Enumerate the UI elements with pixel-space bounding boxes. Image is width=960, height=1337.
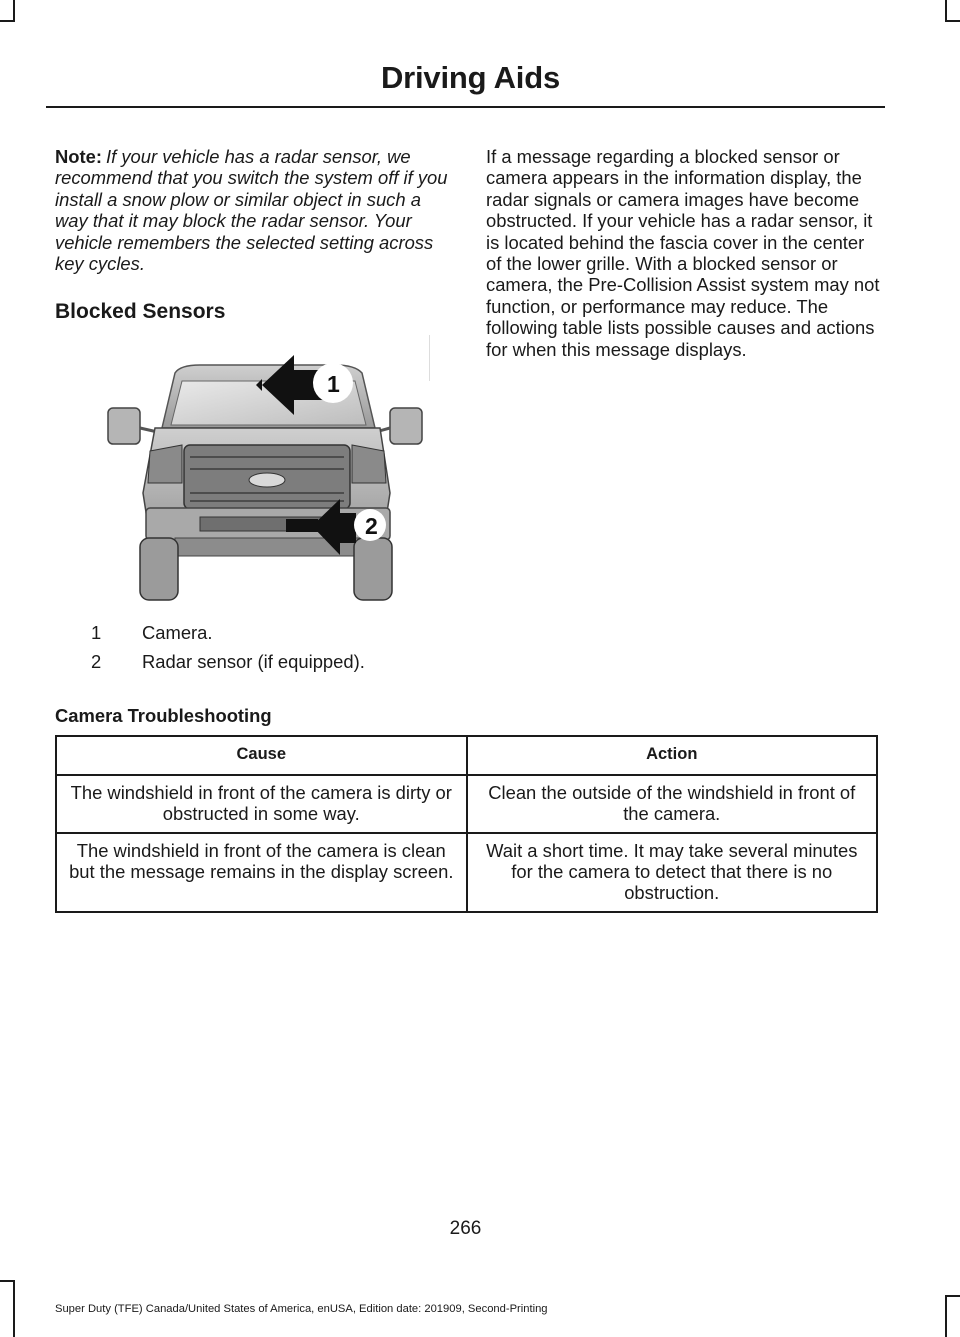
- troubleshooting-table: [55, 735, 878, 913]
- callout-1: 1: [327, 371, 340, 397]
- callout-2: 2: [365, 513, 378, 539]
- legend-item: [55, 651, 455, 672]
- legend-number: 1: [91, 622, 102, 643]
- blocked-sensors-description: If a message regarding a blocked sensor or camera appears in the information display, the radar signals or camera images have become obstructed. If your vehicle has a radar sensor, it is located behind the fascia cover in the center of the lower grille. With a blocked sensor or camera, the Pre-Collision Assist system may not function, or performance may reduce. The following table lists possible causes and actions for when this message displays.: [486, 146, 880, 360]
- crop-mark: [0, 1280, 15, 1282]
- crop-mark: [13, 0, 15, 22]
- table-row: [56, 833, 877, 912]
- vehicle-front-illustration: [100, 333, 430, 603]
- crop-mark: [945, 20, 960, 22]
- crop-mark: [0, 20, 15, 22]
- action-cell: Wait a short time. It may take several minutes for the camera to detect that there is no obstruction.: [467, 833, 878, 912]
- note-paragraph: [55, 146, 455, 274]
- legend-item: [55, 622, 455, 643]
- crop-mark: [13, 1280, 15, 1337]
- crop-mark: [945, 0, 947, 22]
- cause-cell: The windshield in front of the camera is clean but the message remains in the display screen.: [56, 833, 467, 912]
- footer-text: Super Duty (TFE) Canada/United States of America, enUSA, Edition date: 201909, Second-Printing: [55, 1303, 548, 1315]
- legend-number: 2: [91, 651, 102, 672]
- figure-legend: [55, 622, 455, 680]
- camera-troubleshooting-heading: Camera Troubleshooting: [55, 705, 272, 726]
- table-row: [56, 775, 877, 833]
- blocked-sensors-heading: Blocked Sensors: [55, 300, 226, 324]
- column-header-cause: Cause: [56, 736, 467, 775]
- note-text: If your vehicle has a radar sensor, we recommend that you switch the system off if you install a snow plow or similar object in such a way that it may block the radar sensor. Your vehicle remembers the selected setting across key cycles.: [55, 146, 448, 275]
- cause-cell: The windshield in front of the camera is dirty or obstructed in some way.: [56, 775, 467, 833]
- action-cell: Clean the outside of the windshield in front of the camera.: [467, 775, 878, 833]
- legend-text: Radar sensor (if equipped).: [142, 651, 365, 672]
- page-number: 266: [449, 1218, 482, 1239]
- page-title: Driving Aids: [380, 60, 560, 95]
- crop-mark: [945, 1295, 960, 1297]
- note-label: Note:: [55, 146, 102, 167]
- left-column: [55, 146, 455, 324]
- right-column: [486, 146, 881, 360]
- column-header-action: Action: [467, 736, 878, 775]
- legend-text: Camera.: [142, 622, 213, 643]
- header-rule: [46, 106, 885, 108]
- crop-mark: [945, 1295, 947, 1337]
- table-header-row: [56, 736, 877, 775]
